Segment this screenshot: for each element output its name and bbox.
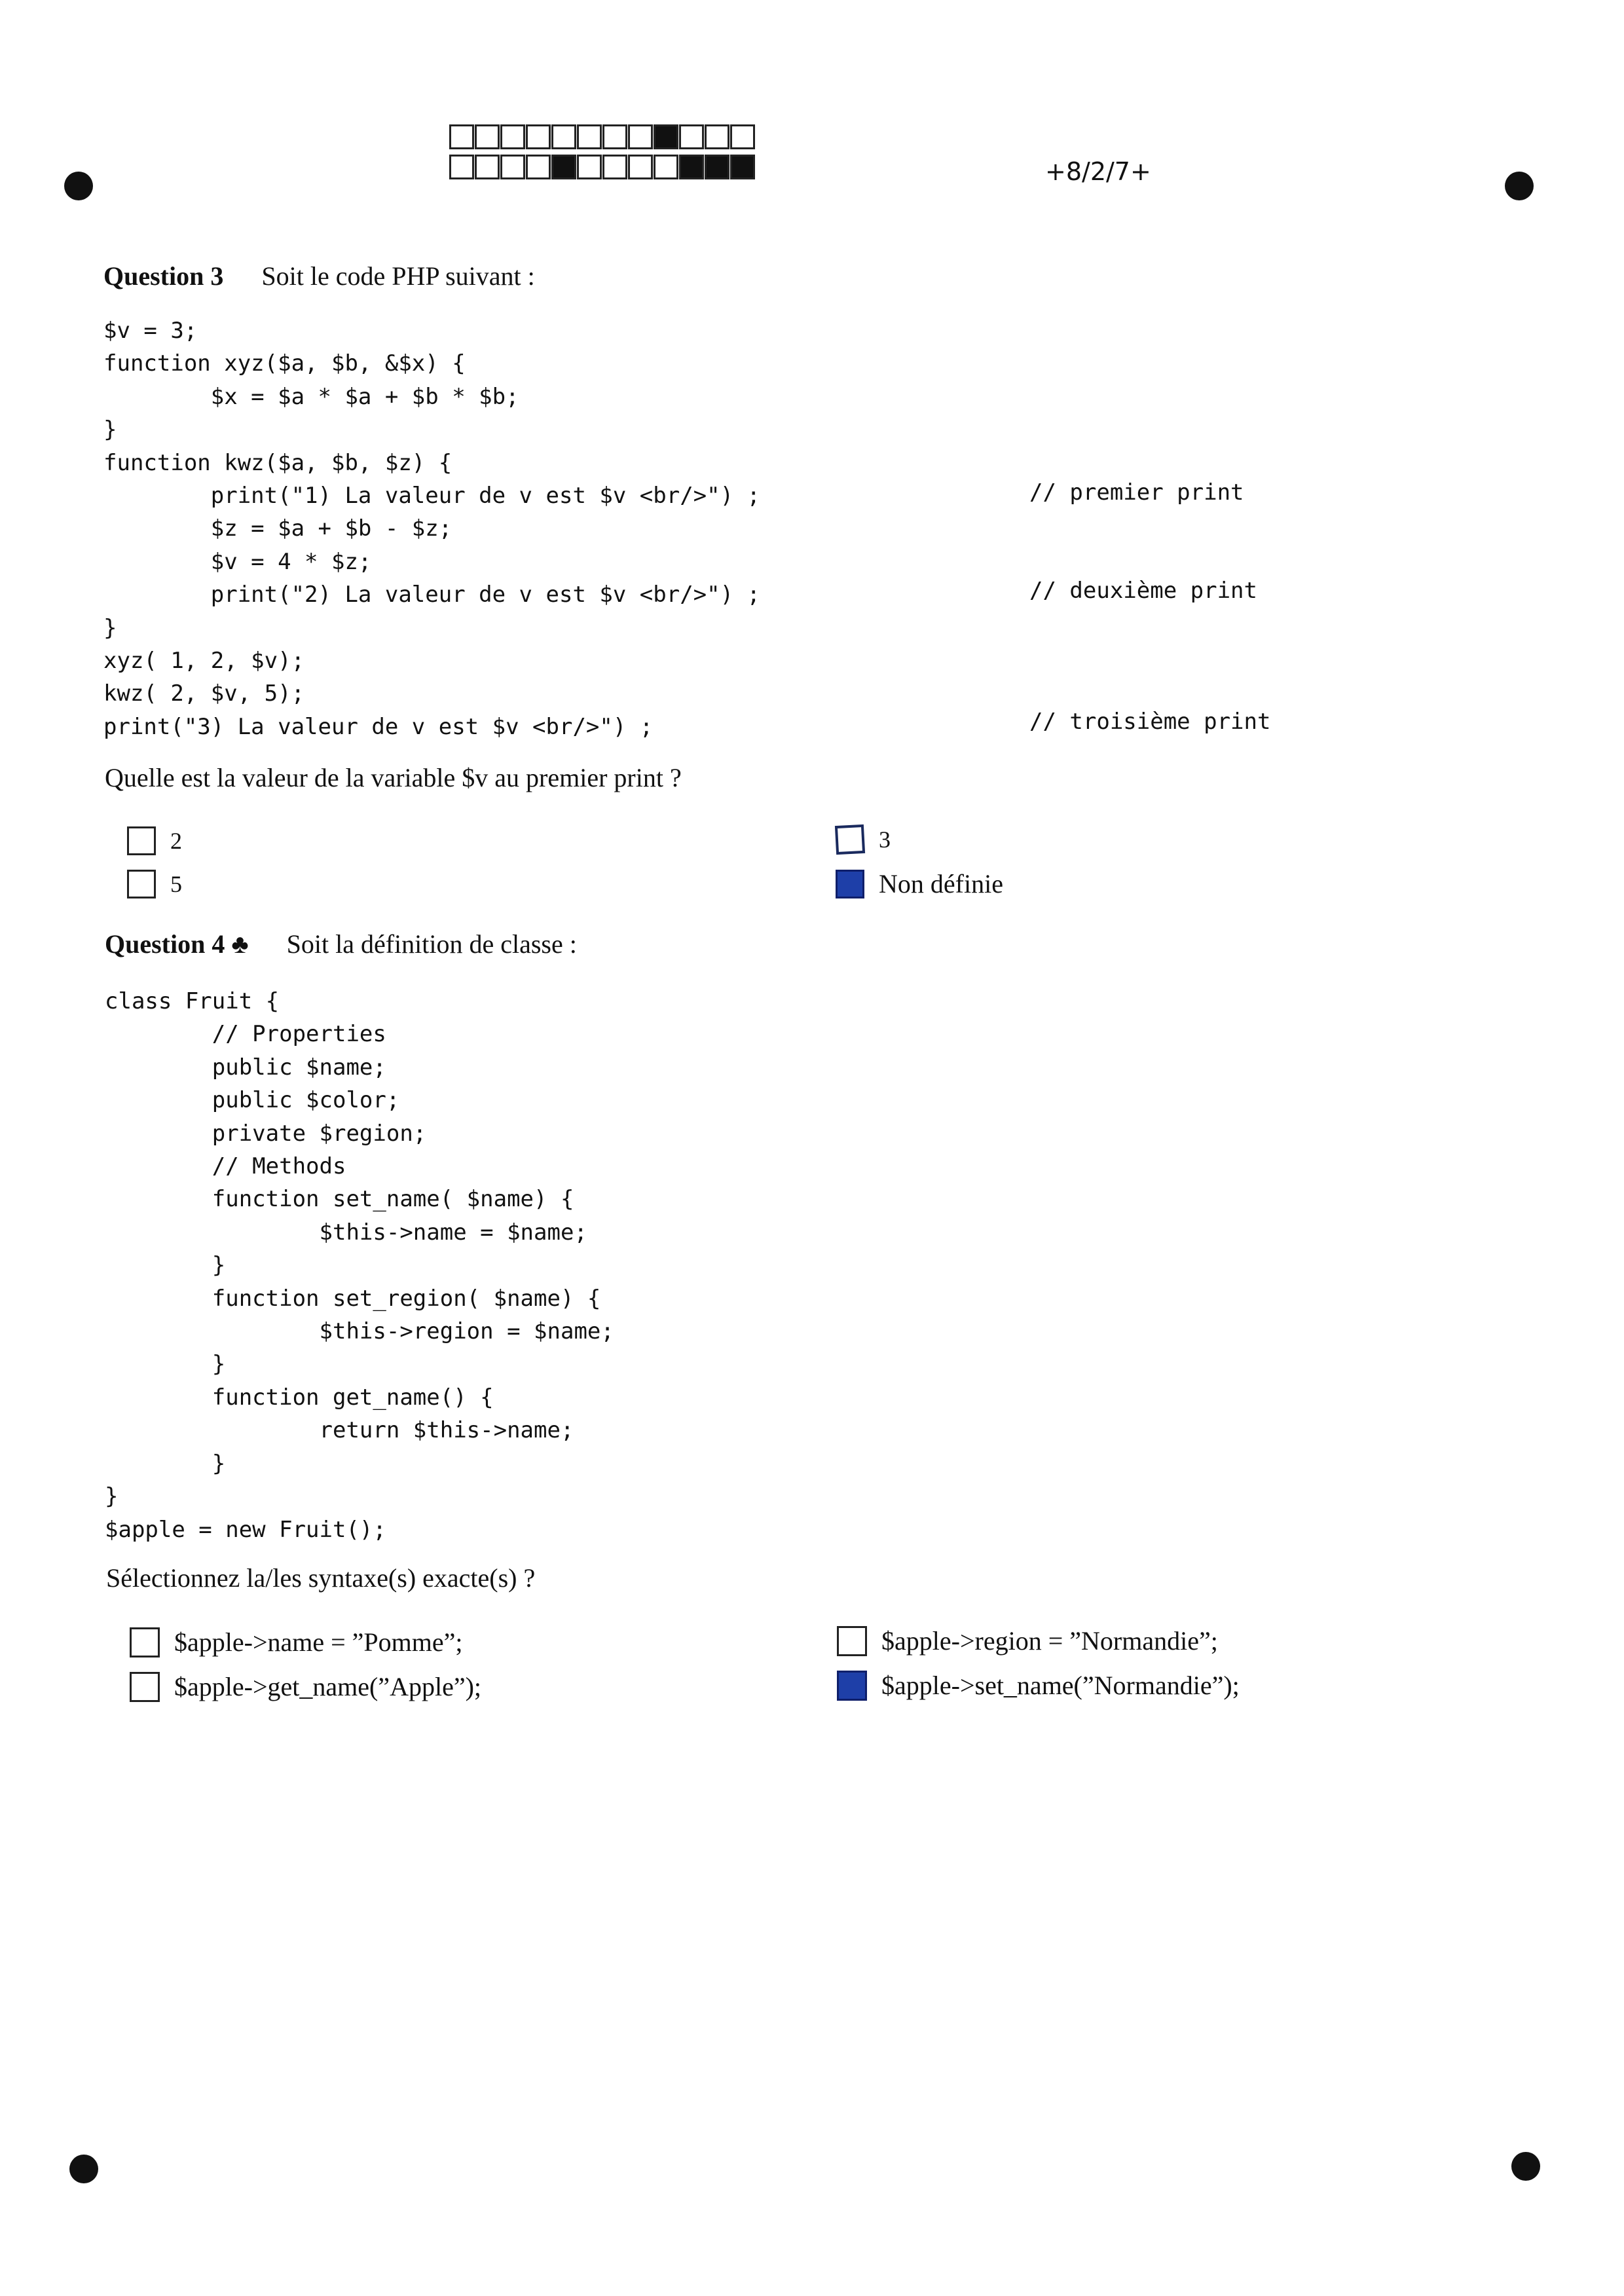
question-3-title: Soit le code PHP suivant : [261,261,535,291]
comment-premier-print: // premier print [1029,479,1244,506]
code-cell [577,124,602,149]
code-cell [475,155,500,179]
q4-option-name-pomme[interactable] [130,1627,463,1657]
code-cell [551,124,576,149]
question-4-prompt: Sélectionnez la/les syntaxe(s) exacte(s) ? [106,1563,536,1593]
code-cell [500,124,525,149]
option-label: 5 [170,871,182,897]
q3-option-2[interactable] [127,826,182,855]
question-4-code: class Fruit { // Properties public $name; public $color; private $region; // Methods function set_name( $name) { $this->name = $name; } function set_region( $name) { $this->region = $name; } function get_name() { return $this->name; } } $apple = new Fruit(); [105,988,614,1543]
code-cell [730,124,755,149]
comment-deuxieme-print: // deuxième print [1029,578,1257,604]
question-4-heading [105,929,577,959]
option-label: $apple->get_name(”Apple”); [174,1672,482,1701]
q4-option-region-normandie[interactable] [837,1625,1218,1656]
code-cell [654,155,678,179]
code-cell [705,155,729,179]
question-3-heading [103,261,535,291]
code-cell [730,155,755,179]
question-3-code: $v = 3; function xyz($a, $b, &$x) { $x = $a * $a + $b * $b; } function kwz($a, $b, $z) { print("1) La valeur de v est $v <br/>") ; $z = $a + $b - $z; $v = 4 * $z; print("2) La valeur de v est $v <br/>") ; } xyz( 1, 2, $v); kwz( 2, $v, 5); print("3) La valeur de v est $v <br/>") ; [103,318,761,740]
option-label: 2 [170,828,182,854]
checkbox-checked[interactable] [836,870,864,898]
question-4-title: Soit la définition de classe : [286,929,577,959]
q4-option-set-name-normandie[interactable] [837,1670,1240,1701]
checkbox[interactable] [130,1672,160,1702]
code-cell [526,155,551,179]
q3-option-non-definie[interactable] [836,868,1003,899]
option-label: $apple->region = ”Normandie”; [881,1626,1218,1656]
question-4-label: Question 4 ♣ [105,929,249,959]
q4-option-get-name-apple[interactable] [130,1671,481,1702]
code-cell [628,155,653,179]
checkbox-checked[interactable] [837,1671,867,1701]
corner-mark-bottom-left [69,2155,98,2183]
code-cell [526,124,551,149]
checkbox[interactable] [127,826,156,855]
question-3-label: Question 3 [103,261,224,291]
corner-mark-bottom-right [1511,2152,1540,2181]
code-cell [551,155,576,179]
option-label: 3 [879,826,891,853]
code-cell [705,124,729,149]
code-cell [602,155,627,179]
q3-option-5[interactable] [127,870,182,898]
checkbox[interactable] [130,1627,160,1657]
code-cell [602,124,627,149]
corner-mark-top-right [1505,172,1534,200]
option-label: $apple->set_name(”Normandie”); [881,1671,1240,1700]
code-cell [475,124,500,149]
question-3-prompt: Quelle est la valeur de la variable $v au premier print ? [105,763,682,792]
code-cell [679,124,704,149]
code-cell [449,124,474,149]
page-code-row-1 [449,124,756,149]
checkbox[interactable] [837,1626,867,1656]
code-cell [449,155,474,179]
code-cell [679,155,704,179]
code-cell [500,155,525,179]
checkbox[interactable] [835,824,865,855]
q3-option-3[interactable] [836,825,891,854]
option-label: $apple->name = ”Pomme”; [174,1627,463,1657]
code-cell [577,155,602,179]
code-cell [628,124,653,149]
code-cell [654,124,678,149]
comment-troisieme-print: // troisième print [1029,709,1271,735]
page-code-bars [449,124,756,185]
option-label: Non définie [879,869,1003,898]
corner-mark-top-left [64,172,93,200]
checkbox[interactable] [127,870,156,898]
page-id: +8/2/7+ [1045,157,1151,186]
page-code-row-2 [449,155,756,179]
